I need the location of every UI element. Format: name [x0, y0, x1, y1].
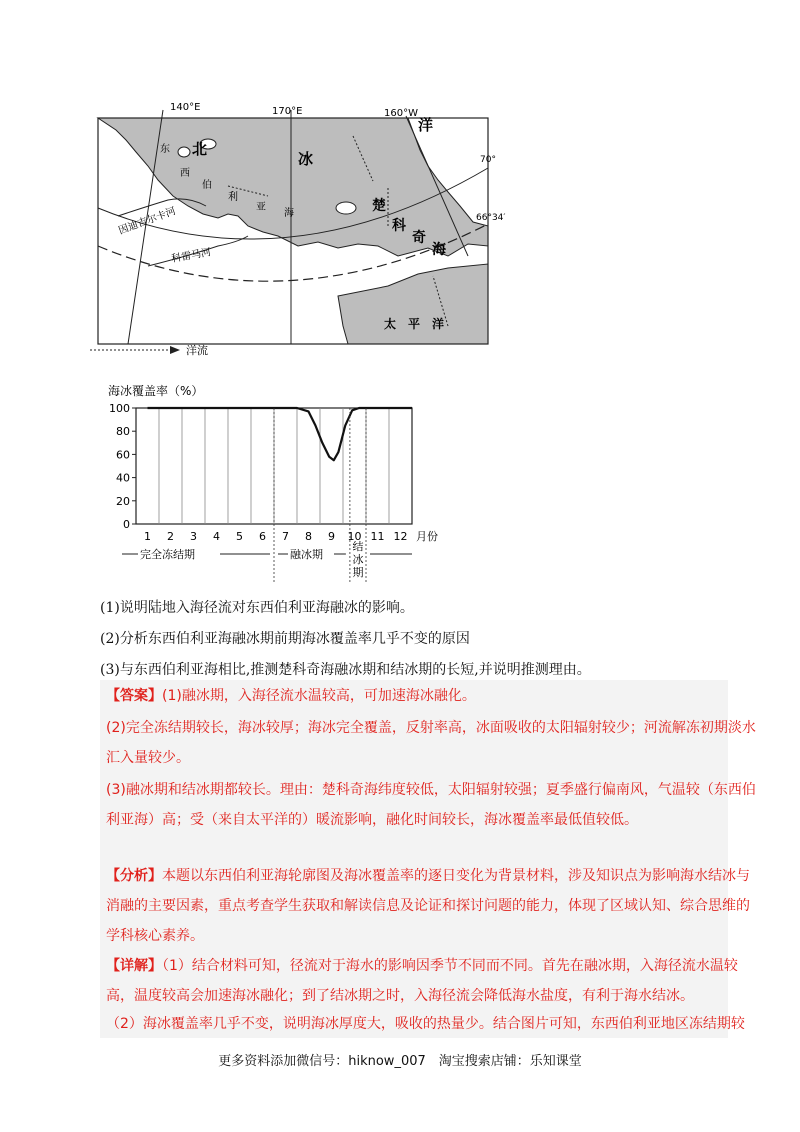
label-tai: 太	[384, 317, 397, 331]
sea-ice-chart	[100, 380, 460, 585]
chart-xtick-label: 10	[347, 530, 362, 543]
chart-xtick-label: 7	[282, 530, 289, 543]
label-hai2: 海	[432, 242, 446, 258]
chart-ylabel: 海冰覆盖率（%）	[108, 384, 204, 398]
label-dong: 东	[160, 144, 170, 155]
chart-xtick-label: 6	[259, 530, 266, 543]
period-label-frozen: 完全冻结期	[140, 548, 195, 561]
detail-tag: 【详解】	[106, 958, 162, 974]
answer-line-4: (3)融冰期和结冰期都较长。理由：楚科奇海纬度较低，太阳辐射较强；夏季盛行偏南风，气温较（东西伯	[106, 782, 756, 798]
island	[336, 202, 356, 214]
legend-arrow-icon	[170, 346, 180, 354]
question-1: (1)说明陆地入海径流对东西伯利亚海融冰的影响。	[100, 600, 414, 616]
label-bo: 伯	[202, 180, 212, 191]
answer-text-1: (1)融冰期，入海径流水温较高，可加速海冰融化。	[162, 688, 476, 704]
label-qi: 奇	[412, 230, 426, 246]
label-chu: 楚	[372, 198, 386, 214]
chart-ytick-label: 0	[123, 518, 130, 531]
lon-label-160w: 160°W	[384, 108, 418, 119]
label-hai1: 海	[284, 208, 294, 219]
chart-xtick-label: 9	[328, 530, 335, 543]
analysis-line-2: 消融的主要因素，重点考查学生获取和解读信息及论证和探讨问题的能力，体现了区域认知、综合思维的	[106, 898, 750, 914]
legend-label: 洋流	[186, 344, 208, 357]
pacific-area	[338, 264, 488, 344]
label-ke: 科	[392, 218, 406, 234]
chart-ytick-label: 100	[109, 402, 130, 415]
sea-ice-chart-svg	[100, 380, 460, 585]
label-ice: 冰	[298, 150, 314, 168]
lat-label-70: 70°	[480, 155, 496, 165]
island	[178, 147, 190, 157]
answer-tag: 【答案】	[106, 688, 162, 704]
footer-text: 更多资料添加微信号：hiknow_007 淘宝搜索店铺：乐知课堂	[218, 1054, 582, 1069]
chart-xtick-label: 12	[393, 530, 408, 543]
label-xi: 西	[180, 168, 190, 179]
detail-line-1	[106, 956, 738, 976]
answer-line-2: (2)完全冻结期较长，海冰较厚；海冰完全覆盖，反射率高，冰面吸收的太阳辐射较少；河流解冻初期淡水	[106, 720, 756, 736]
period-label-freeze-char: 冰	[352, 553, 364, 566]
answer-line-3: 汇入量较少。	[106, 750, 190, 766]
chart-xtick-label: 1	[144, 530, 151, 543]
chart-xtick-label: 4	[213, 530, 220, 543]
chart-xlabel: 月份	[416, 530, 438, 543]
analysis-text-1: 本题以东西伯利亚海轮廓图及海冰覆盖率的逐日变化为背景材料，涉及知识点为影响海水结冰与	[162, 868, 750, 884]
analysis-line-3: 学科核心素养。	[106, 928, 204, 944]
label-river-indigirka: 因迪吉尔卡河	[117, 205, 178, 237]
question-3: (3)与东西伯利亚海相比,推测楚科奇海融冰期和结冰期的长短,并说明推测理由。	[100, 662, 591, 678]
chart-ytick-label: 80	[116, 425, 130, 439]
lon-label-170e: 170°E	[272, 106, 303, 117]
chart-xtick-label: 3	[190, 530, 197, 543]
detail-line-3: （2）海冰覆盖率几乎不变，说明海冰厚度大，吸收的热量少。结合图片可知，东西伯利亚地区冻结期较	[106, 1016, 745, 1032]
lon-label-140e: 140°E	[170, 102, 201, 113]
chart-ytick-label: 40	[116, 471, 130, 485]
arctic-map	[88, 96, 508, 366]
answer-block	[100, 680, 756, 1038]
arctic-map-svg	[88, 96, 508, 366]
answer-line-5: 利亚海）高；受（来自太平洋的）暖流影响，融化时间较长，海冰覆盖率最低值较低。	[106, 812, 638, 828]
period-label-freeze-char: 期	[352, 566, 364, 579]
period-label-melt: 融冰期	[290, 548, 323, 561]
label-north: 北	[192, 140, 208, 158]
label-li: 利	[228, 192, 238, 203]
answer-line-1	[106, 686, 476, 706]
question-2: (2)分析东西伯利亚海融冰期前期海冰覆盖率几乎不变的原因	[100, 631, 470, 647]
label-ping: 平	[408, 317, 421, 331]
chart-xtick-label: 11	[370, 530, 385, 543]
label-river-kolyma: 科雷马河	[170, 247, 212, 265]
chart-ytick-label: 20	[116, 494, 130, 508]
label-ya: 亚	[256, 202, 266, 213]
label-yang: 洋	[432, 317, 445, 331]
period-label-freeze-char: 结	[352, 540, 364, 553]
analysis-line-1	[106, 866, 750, 886]
analysis-tag: 【分析】	[106, 868, 162, 884]
chart-xtick-label: 5	[236, 530, 243, 543]
detail-text-1: （1）结合材料可知，径流对于海水的影响因季节不同而不同。首先在融冰期，入海径流水温较	[162, 958, 738, 974]
label-ocean: 洋	[418, 116, 434, 134]
chart-series-line	[148, 408, 413, 460]
chart-xtick-label: 2	[167, 530, 174, 543]
chart-ytick-label: 60	[116, 448, 130, 462]
detail-line-2: 高，温度较高会加速海冰融化；到了结冰期之时，入海径流会降低海水盐度，有利于海水结冰。	[106, 988, 694, 1004]
chart-xtick-label: 8	[305, 530, 312, 543]
lat-label-arctic: 66°34′	[476, 213, 506, 223]
